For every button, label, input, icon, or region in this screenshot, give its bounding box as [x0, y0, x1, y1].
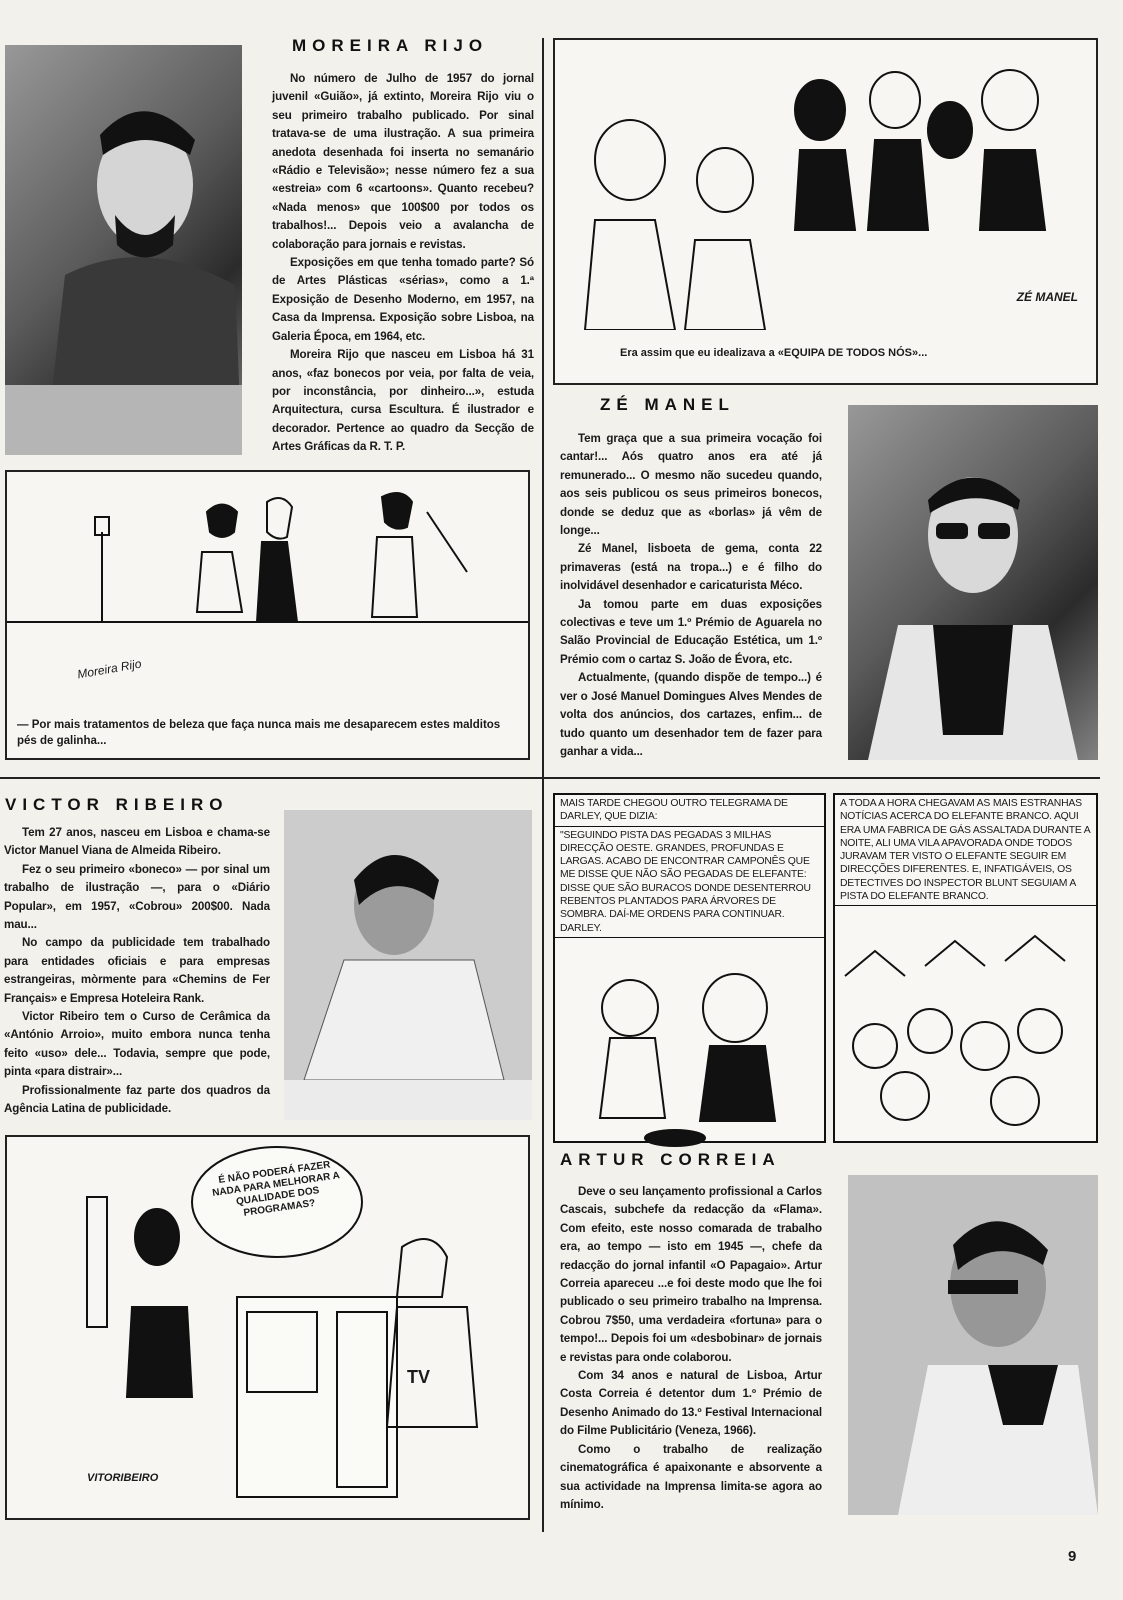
paragraph: Victor Ribeiro tem o Curso de Cerâmica da «António Arroio», muito embora nunca tenha feito «uso» dele... Todavia, sempre que pode, pinta «para distrair»...	[4, 1010, 270, 1079]
paragraph: Deve o seu lançamento profissional a Carlos Cascais, subchefe da redacção da «Flama». Com efeito, este nosso comarada de trabalho era, ao tempo — isto em 1945 —, chefe da redacção do jornal infantil «O Papagaio». Artur Correia apareceu ...e foi deste modo que lhe foi publicado o seu primeiro trabalho na Imprensa. Cobrou 7$50, uma verdadeira «fortuna» para o tempo!... Depois foi um «desbobinar» de jornais e revistas para onde colaborou.	[560, 1185, 822, 1364]
paragraph: Profissionalmente faz parte dos quadros da Agência Latina de publicidade.	[4, 1083, 270, 1116]
paragraph: Tem 27 anos, nasceu em Lisboa e chama-se Victor Manuel Viana de Almeida Ribeiro.	[4, 826, 270, 858]
artur-correia-article	[560, 1183, 822, 1514]
cartoon-drawing	[555, 40, 1096, 330]
cartoon-signature: ZÉ MANEL	[1016, 290, 1078, 304]
paragraph: Exposições em que tenha tomado parte? Só de Artes Plásticas «sérias», como a 1.ª Exposição de Desenho Moderno, em 1957, na Casa da Imprensa. Exposição sobre Lisboa, na Galeria Época, em 1964, etc.	[272, 256, 534, 343]
cartoon-caption: — Por mais tratamentos de beleza que faça nunca mais me desaparecem estes malditos pés de galinha...	[17, 719, 501, 747]
cartoon-signature: VITORIBEIRO	[87, 1472, 159, 1484]
column-divider-top	[542, 38, 544, 778]
moreira-rijo-cartoon	[5, 470, 530, 760]
artur-correia-photo	[848, 1175, 1098, 1515]
artur-correia-title: ARTUR CORREIA	[560, 1150, 781, 1169]
cartoon-signature: Moreira Rijo	[76, 656, 143, 682]
paragraph: Fez o seu primeiro «boneco» — por sinal um trabalho de ilustração —, para o «Diário Popular», em 1957, «Cobrou» 200$00. Nada mau...	[4, 862, 270, 932]
page-number: 9	[1068, 1548, 1077, 1565]
column-divider-bottom	[542, 777, 544, 1532]
cartoon-drawing	[7, 472, 528, 697]
victor-ribeiro-title: VICTOR RIBEIRO	[5, 795, 229, 814]
comic-panel-1	[553, 793, 826, 1143]
victor-ribeiro-photo	[284, 810, 532, 1120]
moreira-rijo-article	[272, 70, 534, 457]
speech-bubble: É NÃO PODERÁ FAZER NADA PARA MELHORAR A QUALIDADE DOS PROGRAMAS?	[211, 1159, 341, 1219]
ze-manel-article	[560, 430, 822, 761]
moreira-rijo-photo	[5, 45, 242, 455]
moreira-rijo-title: MOREIRA RIJO	[292, 36, 489, 55]
paragraph: No número de Julho de 1957 do jornal juvenil «Guião», já extinto, Moreira Rijo viu o seu primeiro trabalho publicado. Por sinal tratava-se de uma ilustração. A sua primeira anedota desenhada foi inserta no semanário «Rádio e Televisão»; nesse número fez a sua «estreia» com 6 «cartoons». Quanto recebeu? «Nada menos» que 100$00 por todos os trabalhos!... Depois veio a avalancha de colaboração para jornais e revistas.	[272, 72, 534, 251]
panel-text: A TODA A HORA CHEGAVAM AS MAIS ESTRANHAS NOTÍCIAS ACERCA DO ELEFANTE BRANCO. AQUI ERA UMA FABRICA DE GÁS ASSALTADA DURANTE A NOITE, ALI UMA VILA APAVORADA ONDE TODOS JURAVAM TER VISTO O ELEFANTE SEGUIR EM DIRECÇÕES DIFERENTES. E, INFATIGÁVEIS, OS DETECTIVES DO INSPECTOR BLUNT SEGUIAM A PISTA DO ELEFANTE BRANCO.	[835, 795, 1096, 906]
row-divider	[0, 777, 1100, 779]
panel-drawing	[555, 938, 824, 1158]
paragraph: No campo da publicidade tem trabalhado para entidades oficiais e para empresas estrangeiras, mòrmente para «Chemins de Fer Français» e Empresa Hoteleira Rank.	[4, 936, 270, 1005]
panel-header: MAIS TARDE CHEGOU OUTRO TELEGRAMA DE DARLEY, QUE DIZIA:	[555, 795, 824, 827]
victor-ribeiro-article	[4, 824, 270, 1119]
panel-text: "SEGUINDO PISTA DAS PEGADAS 3 MILHAS DIRECÇÃO OESTE. GRANDES, PROFUNDAS E LARGAS. ACABO DE ENCONTRAR CAMPONÊS QUE ME DISSE QUE NÃO SÃO PEGADAS DE ELEFANTE: DISSE QUE SÃO BURACOS DONDE DESENTERROU REBENTOS PLANTADOS PARA ÁRVORES DE SOMBRA. DAÍ-ME ORDENS PARA CONTINUAR. DARLEY.	[555, 827, 824, 938]
paragraph: Como o trabalho de realização cinematográfica é apaixonante e absorvente a sua actividade na Imprensa limita-se agora ao mínimo.	[560, 1442, 822, 1511]
tv-label: TV	[407, 1367, 431, 1387]
comic-panel-2	[833, 793, 1098, 1143]
ze-manel-title: ZÉ MANEL	[600, 395, 735, 414]
cartoon-caption: Era assim que eu idealizava a «EQUIPA DE TODOS NÓS»...	[620, 347, 928, 359]
ze-manel-cartoon	[553, 38, 1098, 385]
ze-manel-photo	[848, 405, 1098, 760]
paragraph: Actualmente, (quando dispõe de tempo...) é ver o José Manuel Domingues Alves Mendes de volta dos anúncios, dos cartazes, enfim... de tudo quanto um desenhador tem de fazer para ganhar a vida...	[560, 671, 822, 758]
paragraph: Moreira Rijo que nasceu em Lisboa há 31 anos, «faz bonecos por veia, por falta de veia, por inconstância, por dinheiro...», estuda Arquitectura, cursa Escultura. É ilustrador e decorador. Pertence ao quadro da Secção de Artes Gráficas da R. T. P.	[272, 348, 534, 454]
paragraph: Zé Manel, lisboeta de gema, conta 22 primaveras (está na tropa...) e é filho do inolvidável desenhador e caricaturista Méco.	[560, 542, 822, 593]
victor-ribeiro-cartoon	[5, 1135, 530, 1520]
panel-drawing	[835, 906, 1096, 1136]
paragraph: Tem graça que a sua primeira vocação foi cantar!... Aós quatro anos era até já remunerado... O mesmo não sucedeu quando, aos seis publicou os seus primeiros bonecos, donde se deduz que as «borlas» já vêm de longe...	[560, 432, 822, 538]
paragraph: Ja tomou parte em duas exposições colectivas e teve um 1.º Prémio de Aguarela no Salão Provincial de Educação Estética, um 1.º Prémio com o cartaz S. João de Évora, etc.	[560, 597, 822, 666]
paragraph: Com 34 anos e natural de Lisboa, Artur Costa Correia é detentor dum 1.º Prémio de Desenho Animado do 13.º Festival Internacional do Filme Publicitário (Veneza, 1966).	[560, 1369, 822, 1438]
